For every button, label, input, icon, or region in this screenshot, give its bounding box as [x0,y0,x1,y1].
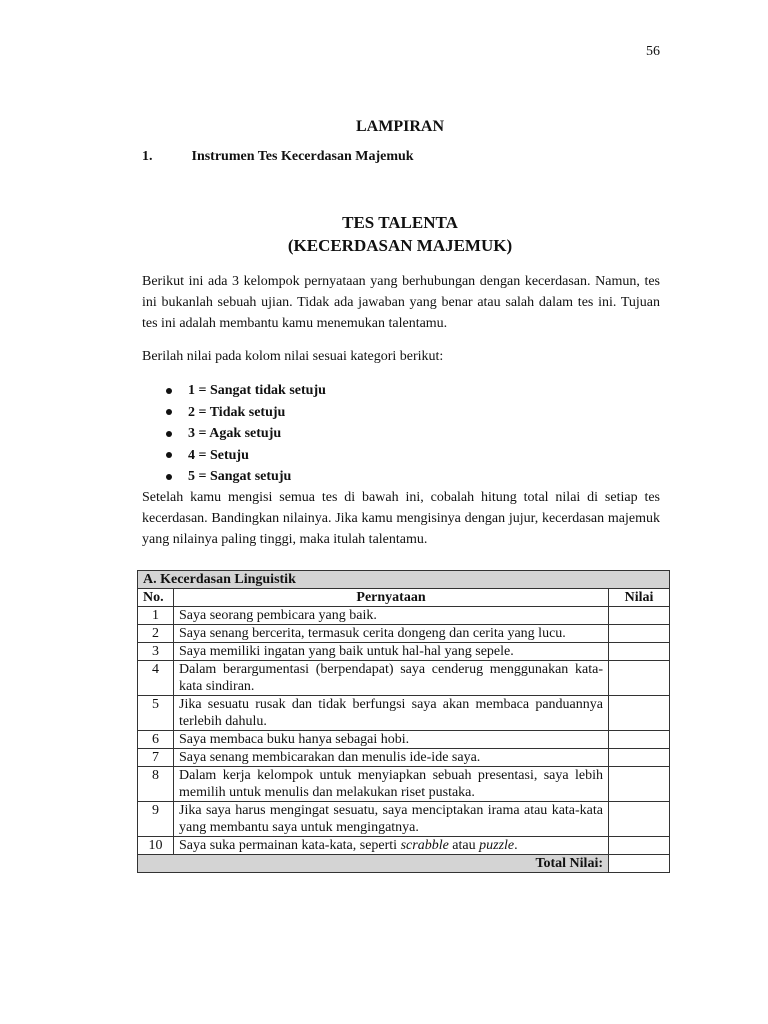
table-section-label: A. Kecerdasan Linguistik [138,571,670,589]
table-header-row [138,589,670,607]
rating-scale-list [142,380,326,488]
bullet-icon [166,409,172,415]
scale-item: 4 = Setuju [142,445,326,467]
row-value-cell[interactable] [609,837,670,855]
test-title-line-2: (KECERDASAN MAJEMUK) [287,236,513,255]
table-row [138,661,670,696]
section-title: Instrumen Tes Kecerdasan Majemuk [191,149,414,164]
row-number: 8 [138,767,174,802]
row-statement: Saya suka permainan kata-kata, seperti scrabble atau puzzle. [174,837,609,855]
row-statement: Jika sesuatu rusak dan tidak berfungsi saya akan membaca panduannya terlebih dahulu. [174,696,609,731]
row-value-cell[interactable] [609,696,670,731]
table-row [138,625,670,643]
row-number: 2 [138,625,174,643]
table-row [138,749,670,767]
main-title: LAMPIRAN [356,118,444,135]
table-row [138,731,670,749]
scale-item: 2 = Tidak setuju [142,402,326,424]
table-row [138,802,670,837]
test-title-line-1: TES TALENTA [342,213,458,232]
row-statement: Saya seorang pembicara yang baik. [174,607,609,625]
page-number: 56 [646,44,660,59]
total-row [138,855,670,873]
row-statement: Saya senang bercerita, termasuk cerita dongeng dan cerita yang lucu. [174,625,609,643]
table-row [138,607,670,625]
scale-item: 1 = Sangat tidak setuju [142,380,326,402]
section-number: 1. [142,149,153,164]
row-statement: Saya senang membicarakan dan menulis ide-ide saya. [174,749,609,767]
row-number: 10 [138,837,174,855]
table-row [138,643,670,661]
row-number: 9 [138,802,174,837]
row-value-cell[interactable] [609,607,670,625]
total-label: Total Nilai: [138,855,609,873]
table-row [138,837,670,855]
table-section-label-row [138,571,670,589]
bullet-icon [166,452,172,458]
total-value-cell[interactable] [609,855,670,873]
intro-paragraph: Berikut ini ada 3 kelompok pernyataan yang berhubungan dengan kecerdasan. Namun, tes ini bukanlah sebuah ujian. Tidak ada jawaban yang benar atau salah dalam tes ini. Tujuan tes ini adalah membantu kamu menemukan talentamu. [142,274,660,331]
linguistic-intelligence-table [137,570,670,873]
scale-item: 5 = Sangat setuju [142,466,326,488]
section-heading [142,149,414,165]
row-number: 4 [138,661,174,696]
row-value-cell[interactable] [609,802,670,837]
bullet-icon [166,431,172,437]
row-value-cell[interactable] [609,749,670,767]
header-no: No. [138,589,174,607]
row-value-cell[interactable] [609,625,670,643]
bullet-icon [166,474,172,480]
row-number: 1 [138,607,174,625]
instruction-text: Berilah nilai pada kolom nilai sesuai kategori berikut: [142,349,444,364]
row-number: 5 [138,696,174,731]
bullet-icon [166,388,172,394]
closing-paragraph: Setelah kamu mengisi semua tes di bawah ini, cobalah hitung total nilai di setiap tes kecerdasan. Bandingkan nilainya. Jika kamu mengisinya dengan jujur, kecerdasan majemuk yang nilainya paling tinggi, maka itulah talentamu. [142,490,660,547]
row-statement: Dalam berargumentasi (berpendapat) saya cenderug menggunakan kata-kata sindiran. [174,661,609,696]
table-row [138,696,670,731]
table-row [138,767,670,802]
row-statement: Dalam kerja kelompok untuk menyiapkan sebuah presentasi, saya lebih memilih untuk menulis dan melakukan riset pustaka. [174,767,609,802]
header-value: Nilai [609,589,670,607]
header-statement: Pernyataan [174,589,609,607]
row-number: 3 [138,643,174,661]
scale-item: 3 = Agak setuju [142,423,326,445]
row-statement: Jika saya harus mengingat sesuatu, saya menciptakan irama atau kata-kata yang membantu saya untuk mengingatnya. [174,802,609,837]
row-statement: Saya memiliki ingatan yang baik untuk hal-hal yang sepele. [174,643,609,661]
row-value-cell[interactable] [609,767,670,802]
row-value-cell[interactable] [609,661,670,696]
row-value-cell[interactable] [609,643,670,661]
row-value-cell[interactable] [609,731,670,749]
test-title [0,211,768,257]
row-number: 6 [138,731,174,749]
row-number: 7 [138,749,174,767]
row-statement: Saya membaca buku hanya sebagai hobi. [174,731,609,749]
